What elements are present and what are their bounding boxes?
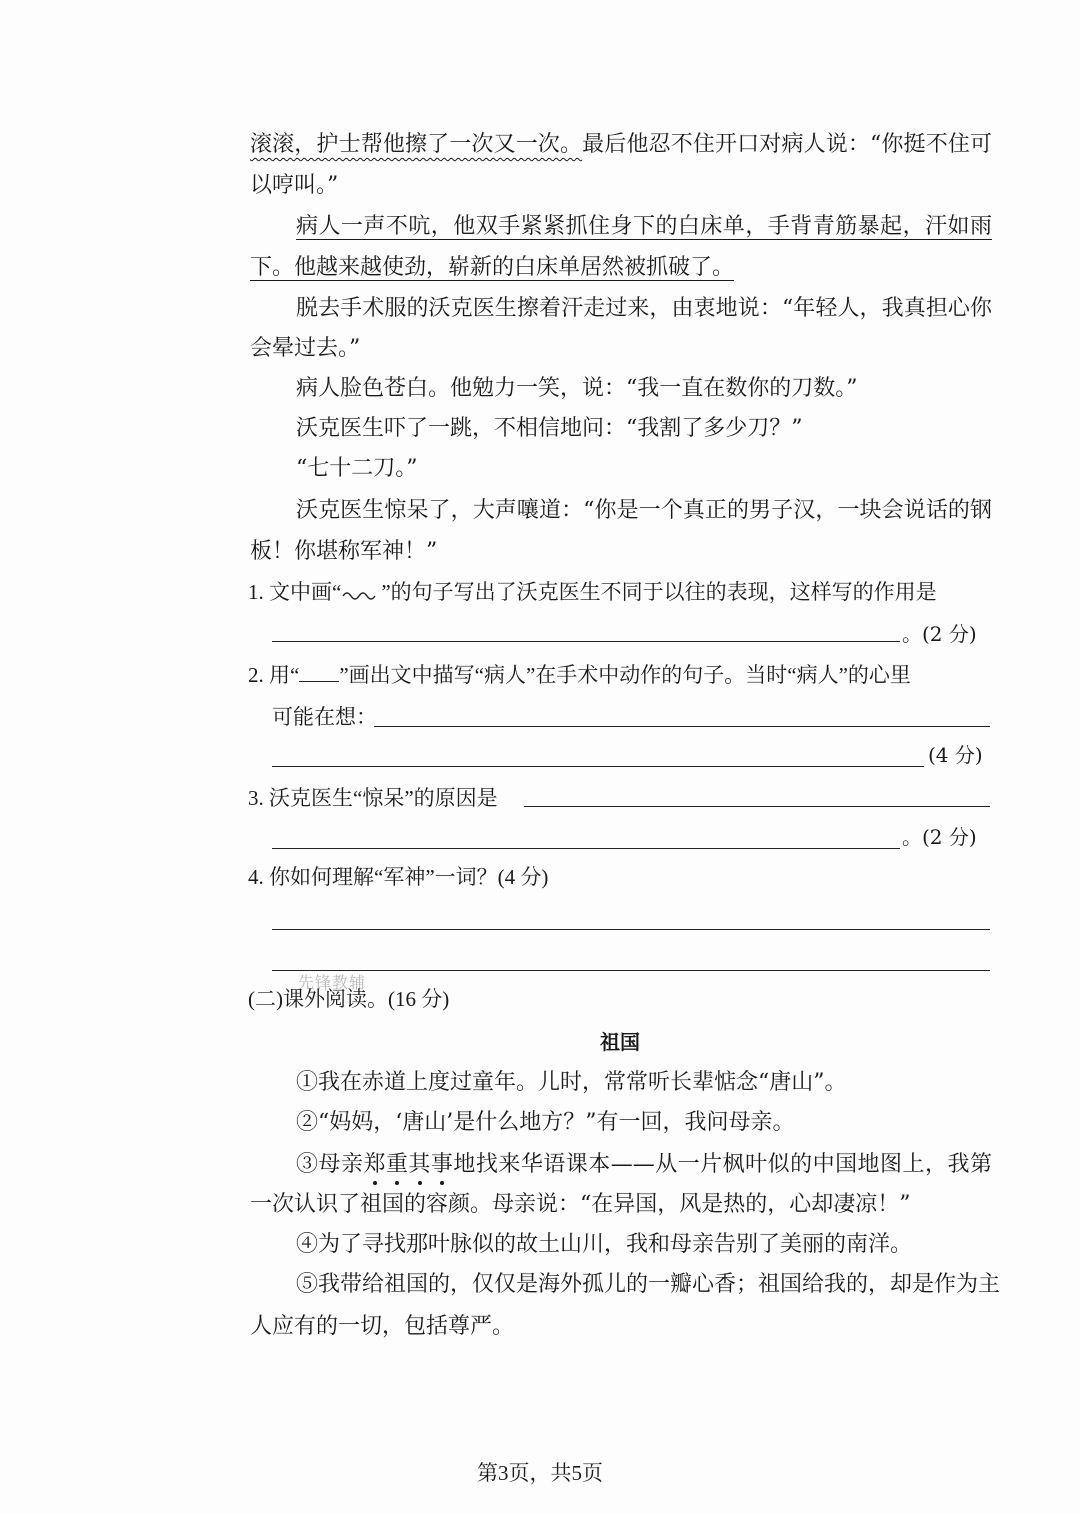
section-heading: (二)课外阅读。(16 分) xyxy=(248,987,450,1011)
answer-blank-2b[interactable] xyxy=(272,766,924,767)
article-para-3: ③母亲郑重其事地找来华语课本——从一片枫叶似的中国地图上，我第 xyxy=(296,1152,992,1177)
passage-line-7: 病人脸色苍白。他勉力一笑，说：“我一直在数你的刀数。” xyxy=(296,376,858,401)
passage-line-10: 沃克医生惊呆了，大声嚷道：“你是一个真正的男子汉，一块会说话的钢 xyxy=(296,498,992,523)
answer-blank-2a[interactable] xyxy=(374,726,990,727)
article-para-5: ⑤我带给祖国的，仅仅是海外孤儿的一瓣心香；祖国给我的，却是作为主 xyxy=(296,1272,1001,1297)
passage-line-11: 板！你堪称军神！” xyxy=(250,539,438,564)
passage-line-2: 以哼叫。” xyxy=(250,173,339,198)
question-3: 3. 沃克医生“惊呆”的原因是 xyxy=(248,786,498,810)
answer-blank-3b[interactable] xyxy=(272,848,900,849)
answer-blank-4b[interactable] xyxy=(272,970,990,971)
watermark: 先锋教辅 xyxy=(298,973,367,992)
answer-blank-3a[interactable] xyxy=(524,806,990,807)
passage-line-4 xyxy=(250,253,992,283)
score-q1: 。(2 分) xyxy=(902,622,977,646)
passage-line-6: 会晕过去。” xyxy=(250,336,361,361)
question-1: 1. 文中画“ ”的句子写出了沃克医生不同于以往的表现，这样写的作用是 xyxy=(248,580,937,604)
article-title: 祖国 xyxy=(600,1030,640,1054)
article-para-1: ①我在赤道上度过童年。儿时，常常听长辈惦念“唐山”。 xyxy=(296,1070,847,1095)
dotted-char: 其 xyxy=(408,1152,431,1177)
passage-line-8: 沃克医生吓了一跳，不相信地问：“我割了多少刀？” xyxy=(296,416,803,441)
answer-blank-4a[interactable] xyxy=(272,929,990,930)
score-q3: 。(2 分) xyxy=(902,825,977,849)
dotted-char: 重 xyxy=(385,1152,409,1177)
passage-line-3 xyxy=(296,212,992,242)
straight-line-icon xyxy=(299,663,339,682)
dotted-char: 事 xyxy=(430,1152,454,1177)
passage-line-5: 脱去手术服的沃克医生擦着汗走过来，由衷地说：“年轻人，我真担心你 xyxy=(296,296,992,321)
article-para-3-cont: 一次认识了祖国的容颜。母亲说：“在异国，风是热的，心却凄凉！” xyxy=(250,1192,911,1217)
article-para-5-cont: 人应有的一切，包括尊严。 xyxy=(250,1314,515,1339)
passage-line-9: “七十二刀。” xyxy=(296,456,418,481)
page-number: 第3页，共5页 xyxy=(477,1461,603,1485)
passage-line-1 xyxy=(250,130,992,160)
wavy-underlined-sentence: 滚滚，护士帮他擦了一次又一次。 xyxy=(250,132,583,157)
question-2-cont: 可能在想： xyxy=(272,705,377,729)
underlined-action-sentence-2: 下。他越来越使劲，崭新的白床单居然被抓破了。 xyxy=(250,255,735,280)
question-2: 2. 用“ ”画出文中描写“病人”在手术中动作的句子。当时“病人”的心里 xyxy=(248,663,911,687)
article-para-2: ②“妈妈，‘唐山’是什么地方？”有一回，我问母亲。 xyxy=(296,1110,795,1135)
article-para-4: ④为了寻找那叶脉似的故土山川，我和母亲告别了美丽的南洋。 xyxy=(296,1232,913,1257)
question-4: 4. 你如何理解“军神”一词？(4 分) xyxy=(248,865,549,889)
underlined-action-sentence: 病人一声不吭，他双手紧紧抓住身下的白床单，手背青筋暴起，汗如雨 xyxy=(296,214,992,239)
dotted-char: 郑 xyxy=(363,1152,386,1177)
score-q2: (4 分) xyxy=(928,743,983,767)
wavy-line-icon xyxy=(341,588,381,600)
answer-blank-1[interactable] xyxy=(272,641,900,642)
passage-text: 最后他忍不住开口对病人说：“你挺不住可 xyxy=(582,132,992,157)
